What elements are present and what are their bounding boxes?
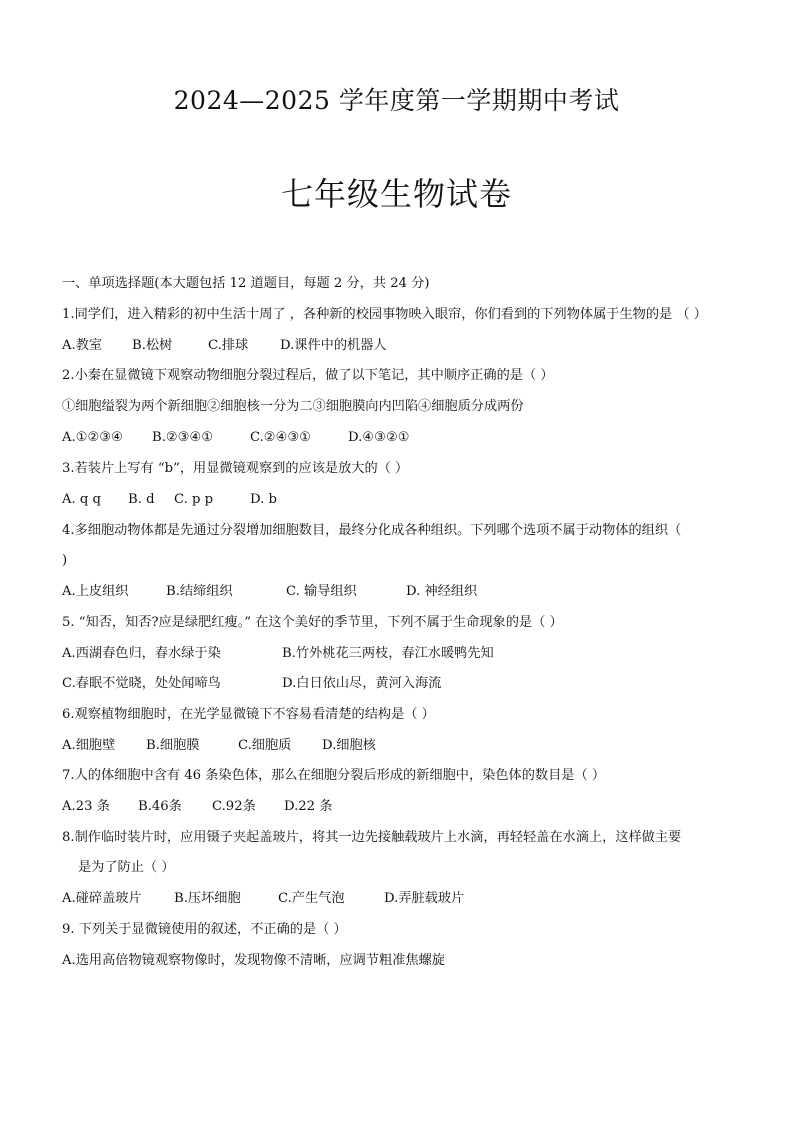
question-2-note: ①细胞缢裂为两个新细胞②细胞核一分为二③细胞膜向内凹陷④细胞质分成两份	[62, 399, 524, 414]
option-b: B.松树	[132, 338, 173, 353]
question-6-stem: 6.观察植物细胞时，在光学显微镜下不容易看清楚的结构是（ ）	[62, 707, 435, 722]
exam-title: 2024—2025 学年度第一学期期中考试	[173, 86, 620, 115]
option-a: A. q q	[62, 492, 101, 507]
option-a: A.西湖春色归，春水绿于染	[62, 646, 221, 661]
option-a: A.23 条	[62, 799, 110, 814]
option-c: C.92条	[212, 799, 256, 814]
question-8-options	[62, 889, 742, 909]
option-b: B.压坏细胞	[174, 891, 241, 906]
option-a: A.细胞壁	[62, 738, 116, 753]
question-3-stem: 3.若装片上写有 “b”，用显微镜观察到的应该是放大的（ ）	[62, 461, 409, 476]
question-1-options	[62, 336, 742, 356]
option-b: B.46条	[138, 799, 182, 814]
question-5-options-ab	[62, 644, 742, 664]
option-b: B.②③④①	[152, 430, 214, 445]
option-c: C.排球	[208, 338, 249, 353]
option-a: A.上皮组织	[62, 584, 129, 599]
question-1-stem: 1.同学们，进入精彩的初中生活十周了 ，各种新的校园事物映入眼帘，你们看到的下列物体属于生物的是 （ ）	[62, 307, 707, 322]
question-6-options	[62, 736, 742, 756]
option-d: D.22 条	[284, 799, 333, 814]
question-4-stem-continued: )	[62, 553, 68, 568]
option-c: C.细胞质	[238, 738, 292, 753]
option-c: C.产生气泡	[278, 891, 345, 906]
option-d: D.白日依山尽，黄河入海流	[282, 676, 442, 691]
option-c: C.②④③①	[250, 430, 312, 445]
option-a: A.①②③④	[62, 430, 124, 445]
question-4-options	[62, 582, 742, 602]
option-c: C. p p	[174, 492, 214, 507]
question-2-options	[62, 428, 742, 448]
question-9-stem: 9. 下列关于显微镜使用的叙述，不正确的是（ ）	[62, 922, 347, 937]
question-7-stem: 7.人的体细胞中含有 46 条染色体，那么在细胞分裂后形成的新细胞中，染色体的数目是（ ）	[62, 768, 606, 783]
question-4-stem: 4.多细胞动物体都是先通过分裂增加细胞数目，最终分化成各种组织。下列哪个选项不属于动物体的组织（	[62, 523, 682, 538]
exam-subtitle: 七年级生物试卷	[280, 175, 512, 213]
question-2-stem: 2.小秦在显微镜下观察动物细胞分裂过程后，做了以下笔记，其中顺序正确的是（ ）	[62, 368, 554, 383]
option-d: D. b	[250, 492, 277, 507]
option-b: B. d	[128, 492, 155, 507]
question-8-stem: 8.制作临时装片时，应用镊子夹起盖玻片，将其一边先接触载玻片上水滴，再轻轻盖在水滴上，这样做主要	[62, 830, 682, 845]
option-d: D.弄脏载玻片	[384, 891, 465, 906]
question-7-options	[62, 797, 742, 817]
option-c: C.春眠不觉晓，处处闻啼鸟	[62, 676, 221, 691]
option-c: C. 输导组织	[286, 584, 357, 599]
option-b: B.竹外桃花三两枝，春江水暖鸭先知	[282, 646, 494, 661]
option-d: D. 神经组织	[406, 584, 478, 599]
question-5-options-cd	[62, 674, 742, 694]
question-9-option-a: A.选用高倍物镜观察物像时，发现物像不清晰，应调节粗准焦螺旋	[62, 953, 445, 968]
option-a: A.碰碎盖玻片	[62, 891, 142, 906]
option-d: D.细胞核	[322, 738, 376, 753]
option-a: A.教室	[62, 338, 103, 353]
question-8-stem-continued: 是为了防止（ ）	[78, 860, 175, 875]
section-heading: 一、单项选择题(本大题包括 12 道题目，每题 2 分，共 24 分)	[62, 276, 430, 291]
option-d: D.④③②①	[348, 430, 410, 445]
option-b: B.结缔组织	[166, 584, 233, 599]
option-b: B.细胞膜	[146, 738, 200, 753]
option-d: D.课件中的机器人	[280, 338, 387, 353]
question-3-options	[62, 490, 742, 510]
question-5-stem: 5. “知否，知否?应是绿肥红瘦。” 在这个美好的季节里，下列不属于生命现象的是（ ）	[62, 615, 563, 630]
